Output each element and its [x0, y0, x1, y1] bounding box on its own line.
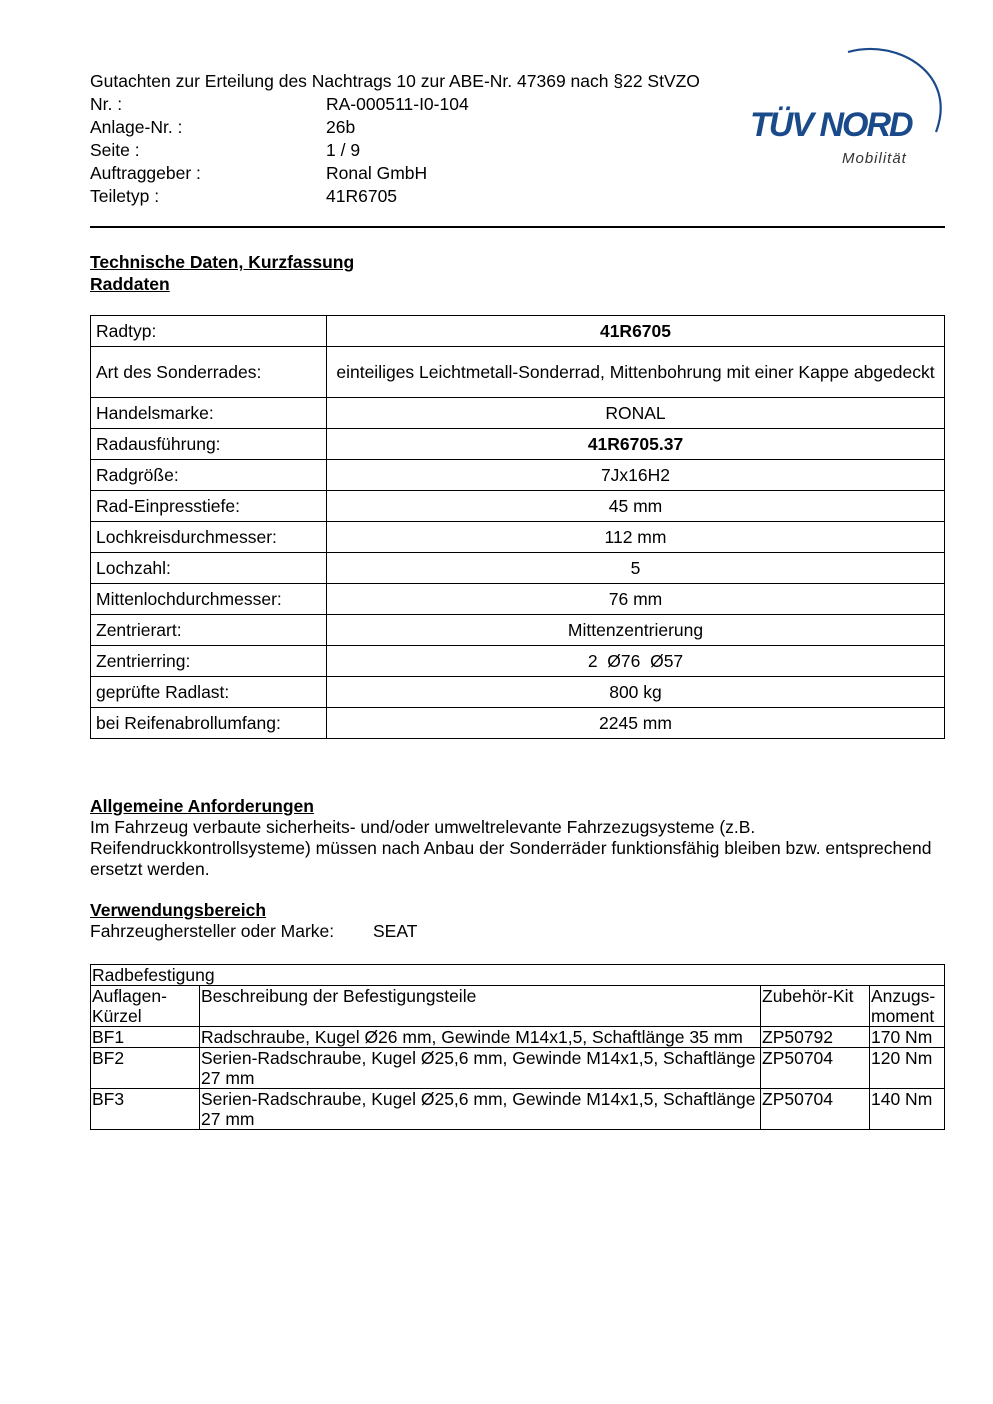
- table-cell-kit: ZP50704: [761, 1089, 870, 1130]
- table-cell-moment: 170 Nm: [870, 1027, 945, 1048]
- table-value: 76 mm: [327, 584, 945, 615]
- document-title: Gutachten zur Erteilung des Nachtrags 10 zur ABE-Nr. 47369 nach §22 StVZO: [90, 71, 700, 91]
- section-allgemeine-anforderungen: [90, 796, 945, 880]
- table-cell-desc: Radschraube, Kugel Ø26 mm, Gewinde M14x1,5, Schaftlänge 35 mm: [200, 1027, 761, 1048]
- section-title: Technische Daten, Kurzfassung: [90, 252, 355, 272]
- table-value: 2245 mm: [327, 708, 945, 739]
- table-cell-desc: Serien-Radschraube, Kugel Ø25,6 mm, Gewinde M14x1,5, Schaftlänge 27 mm: [200, 1048, 761, 1089]
- table-row: [91, 316, 945, 347]
- header-row-nr: [90, 93, 700, 116]
- table-key: Zentrierart:: [91, 615, 327, 646]
- section-verwendungsbereich: [90, 900, 417, 942]
- table-row: [91, 1089, 945, 1130]
- header-label: Auftraggeber :: [90, 163, 201, 183]
- table-value: 45 mm: [327, 491, 945, 522]
- radbefestigung-table: [90, 964, 945, 1130]
- table-value: 41R6705: [327, 316, 945, 347]
- document-header: [90, 70, 700, 208]
- table-key: bei Reifenabrollumfang:: [91, 708, 327, 739]
- header-row-teiletyp: [90, 185, 700, 208]
- table-key: Zentrierring:: [91, 646, 327, 677]
- logo-brand: TÜV NORD: [750, 106, 912, 144]
- table-key: Radgröße:: [91, 460, 327, 491]
- column-header: Zubehör-Kit: [761, 986, 870, 1027]
- table-value: 5: [327, 553, 945, 584]
- table-row: [91, 708, 945, 739]
- column-header: Beschreibung der Befestigungsteile: [200, 986, 761, 1027]
- table-row: [91, 398, 945, 429]
- table-cell-moment: 120 Nm: [870, 1048, 945, 1089]
- column-header: Auflagen-Kürzel: [91, 986, 200, 1027]
- header-value: RA-000511-I0-104: [326, 94, 469, 114]
- table-row: [91, 491, 945, 522]
- table-cell-moment: 140 Nm: [870, 1089, 945, 1130]
- tuv-nord-logo: [748, 44, 948, 174]
- manufacturer-label: Fahrzeughersteller oder Marke:: [90, 921, 335, 941]
- header-divider: [90, 226, 945, 228]
- table-key: geprüfte Radlast:: [91, 677, 327, 708]
- table-value: 2 Ø76 Ø57: [327, 646, 945, 677]
- table-row: [91, 677, 945, 708]
- table-row: [91, 429, 945, 460]
- table-key: Art des Sonderrades:: [91, 347, 327, 398]
- table-key: Rad-Einpresstiefe:: [91, 491, 327, 522]
- table-row: [91, 553, 945, 584]
- table-row: [91, 1027, 945, 1048]
- table-value: einteiliges Leichtmetall-Sonderrad, Mittenbohrung mit einer Kappe abgedeckt: [327, 347, 945, 398]
- table-value: 800 kg: [327, 677, 945, 708]
- table-key: Handelsmarke:: [91, 398, 327, 429]
- table-row: [91, 584, 945, 615]
- table-row: [91, 460, 945, 491]
- table-value: 7Jx16H2: [327, 460, 945, 491]
- table-cell-code: BF1: [91, 1027, 200, 1048]
- table-key: Radausführung:: [91, 429, 327, 460]
- raddaten-table: [90, 315, 945, 739]
- section-technische-daten: [90, 251, 354, 295]
- header-value: 41R6705: [326, 186, 398, 206]
- table-cell-desc: Serien-Radschraube, Kugel Ø25,6 mm, Gewinde M14x1,5, Schaftlänge 27 mm: [200, 1089, 761, 1130]
- table-row: [91, 347, 945, 398]
- section-title: Allgemeine Anforderungen: [90, 796, 314, 816]
- table-cell-kit: ZP50792: [761, 1027, 870, 1048]
- section-text: Im Fahrzeug verbaute sicherheits- und/oder umweltrelevante Fahrzezugsysteme (z.B. Reifendruckkontrollsysteme) müssen nach Anbau der Sonderräder funktionsfähig bleiben bzw. entsprechend ersetzt werden.: [90, 817, 932, 879]
- table-key: Radtyp:: [91, 316, 327, 347]
- table-cell-code: BF2: [91, 1048, 200, 1089]
- table-value: Mittenzentrierung: [327, 615, 945, 646]
- header-row-anlage: [90, 116, 700, 139]
- table-row: [91, 1048, 945, 1089]
- manufacturer-row: [90, 921, 417, 942]
- manufacturer-value: SEAT: [373, 921, 418, 941]
- header-value: 26b: [326, 117, 356, 137]
- column-header: Anzugs-moment: [870, 986, 945, 1027]
- header-label: Nr. :: [90, 94, 123, 114]
- header-row-seite: [90, 139, 700, 162]
- section-title: Verwendungsbereich: [90, 900, 267, 920]
- table-cell-code: BF3: [91, 1089, 200, 1130]
- table-caption-row: [91, 965, 945, 986]
- table-row: [91, 646, 945, 677]
- header-value: Ronal GmbH: [326, 163, 428, 183]
- table-key: Lochzahl:: [91, 553, 327, 584]
- table-key: Lochkreisdurchmesser:: [91, 522, 327, 553]
- table-row: [91, 522, 945, 553]
- table-key: Mittenlochdurchmesser:: [91, 584, 327, 615]
- header-label: Seite :: [90, 140, 140, 160]
- table-caption: Radbefestigung: [91, 965, 945, 986]
- header-label: Anlage-Nr. :: [90, 117, 183, 137]
- header-label: Teiletyp :: [90, 186, 160, 206]
- table-value: 112 mm: [327, 522, 945, 553]
- table-header-row: [91, 986, 945, 1027]
- table-cell-kit: ZP50704: [761, 1048, 870, 1089]
- section-subtitle: Raddaten: [90, 274, 170, 294]
- table-row: [91, 615, 945, 646]
- header-value: 1 / 9: [326, 140, 361, 160]
- header-row-auftraggeber: [90, 162, 700, 185]
- table-value: RONAL: [327, 398, 945, 429]
- logo-sub: Mobilität: [842, 150, 907, 167]
- table-value: 41R6705.37: [327, 429, 945, 460]
